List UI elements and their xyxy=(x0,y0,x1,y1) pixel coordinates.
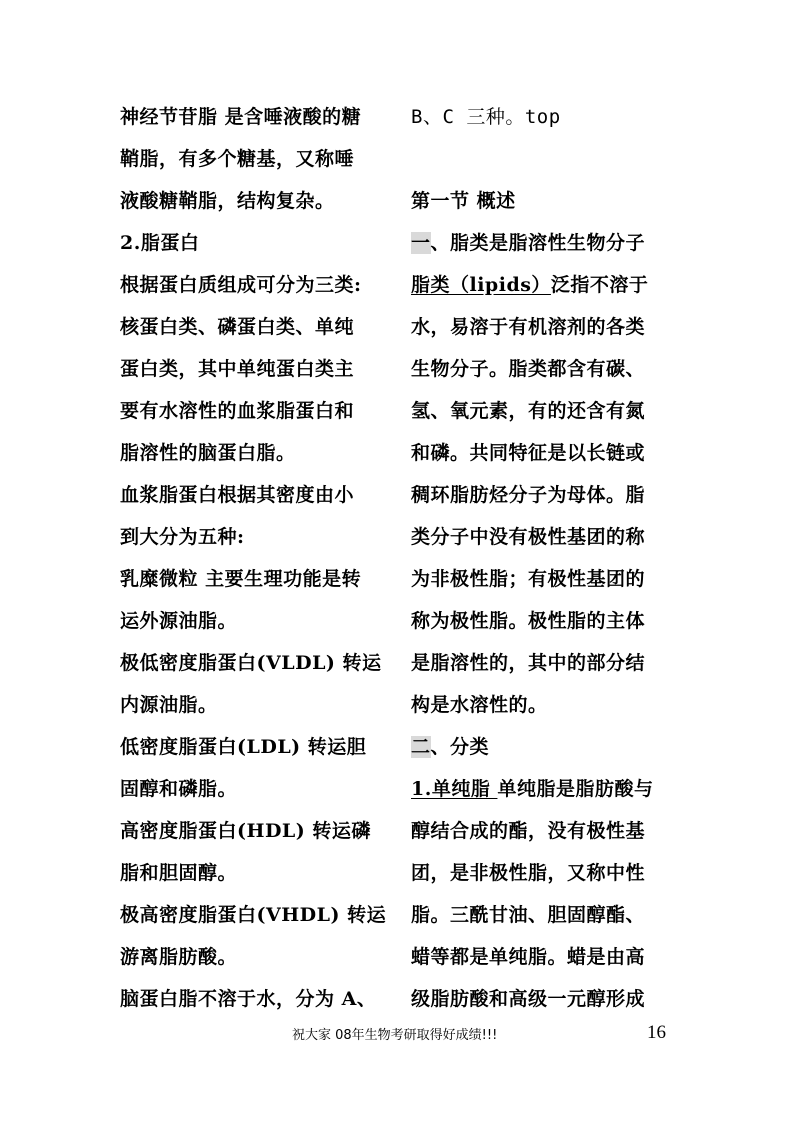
heading-marker: 二 xyxy=(411,736,431,758)
simple-lipid-text: 单纯脂是脂肪酸与 xyxy=(497,778,654,800)
heading-marker: 一 xyxy=(411,232,431,254)
text-line: 蜡等都是单纯脂。蜡是由高 xyxy=(411,946,646,968)
text-line: 醇结合成的酯，没有极性基 xyxy=(411,820,646,842)
right-column xyxy=(411,96,679,1020)
text-line: 蛋白类，其中单纯蛋白类主 xyxy=(120,358,355,380)
heading-text: 、分类 xyxy=(430,736,490,758)
footer-text: 祝大家 08年生物考研取得好成绩!!! xyxy=(292,1028,498,1043)
left-column xyxy=(120,96,388,1020)
text-line: 稠环脂肪烃分子为母体。脂 xyxy=(411,484,646,506)
text-line: 极高密度脂蛋白(VHDL) 转运 xyxy=(120,904,387,926)
text-line: 为非极性脂；有极性基团的 xyxy=(411,568,646,590)
text-line: 脂和胆固醇。 xyxy=(120,862,238,884)
heading-classification xyxy=(411,726,679,768)
heading-text: 、脂类是脂溶性生物分子 xyxy=(430,232,646,254)
text-line: 运外源油脂。 xyxy=(120,610,238,632)
text-line: 游离脂肪酸。 xyxy=(120,946,238,968)
text-line: 血浆脂蛋白根据其密度由小 xyxy=(120,484,355,506)
text-line: 鞘脂，有多个糖基，又称唾 xyxy=(120,148,355,170)
text-line: 团，是非极性脂，又称中性 xyxy=(411,862,646,884)
text-line: 核蛋白类、磷蛋白类、单纯 xyxy=(120,316,355,338)
text-line: 脂。三酰甘油、胆固醇酯、 xyxy=(411,904,646,926)
subheading-lipoprotein: 2.脂蛋白 xyxy=(120,232,200,254)
page-footer xyxy=(0,1022,794,1044)
lipids-definition-text: 泛指不溶于 xyxy=(550,274,649,296)
section-title: 第一节 概述 xyxy=(411,190,516,212)
text-line: 类分子中没有极性基团的称 xyxy=(411,526,646,548)
blank-line xyxy=(411,138,679,180)
text-line: 高密度脂蛋白(HDL) 转运磷 xyxy=(120,820,371,842)
text-line xyxy=(411,264,679,306)
text-line: B、C 三种。top xyxy=(411,106,561,128)
text-line: 脂溶性的脑蛋白脂。 xyxy=(120,442,296,464)
text-line: 是脂溶性的，其中的部分结 xyxy=(411,652,646,674)
text-line: 低密度脂蛋白(LDL) 转运胆 xyxy=(120,736,367,758)
lipids-term: 脂类（lipids） xyxy=(411,274,551,296)
text-line: 脑蛋白脂不溶于水，分为 A、 xyxy=(120,988,377,1010)
text-line: 构是水溶性的。 xyxy=(411,694,548,716)
text-line: 固醇和磷脂。 xyxy=(120,778,238,800)
text-line: 和磷。共同特征是以长链或 xyxy=(411,442,646,464)
text-line xyxy=(411,768,679,810)
text-line: 根据蛋白质组成可分为三类: xyxy=(120,274,362,296)
text-line: 液酸糖鞘脂，结构复杂。 xyxy=(120,190,335,212)
text-line: 乳糜微粒 主要生理功能是转 xyxy=(120,568,362,590)
text-line: 神经节苷脂 是含唾液酸的糖 xyxy=(120,106,362,128)
text-line: 称为极性脂。极性脂的主体 xyxy=(411,610,646,632)
text-line: 到大分为五种: xyxy=(120,526,245,548)
heading-lipids-definition xyxy=(411,222,679,264)
page-number: 16 xyxy=(647,1022,666,1043)
text-line: 氢、氧元素，有的还含有氮 xyxy=(411,400,646,422)
text-line: 水，易溶于有机溶剂的各类 xyxy=(411,316,646,338)
text-line: 要有水溶性的血浆脂蛋白和 xyxy=(120,400,355,422)
text-line: 级脂肪酸和高级一元醇形成 xyxy=(411,988,646,1010)
text-line: 极低密度脂蛋白(VLDL) 转运 xyxy=(120,652,382,674)
text-line: 生物分子。脂类都含有碳、 xyxy=(411,358,646,380)
text-line: 内源油脂。 xyxy=(120,694,218,716)
simple-lipid-term: 1.单纯脂 xyxy=(411,778,498,800)
